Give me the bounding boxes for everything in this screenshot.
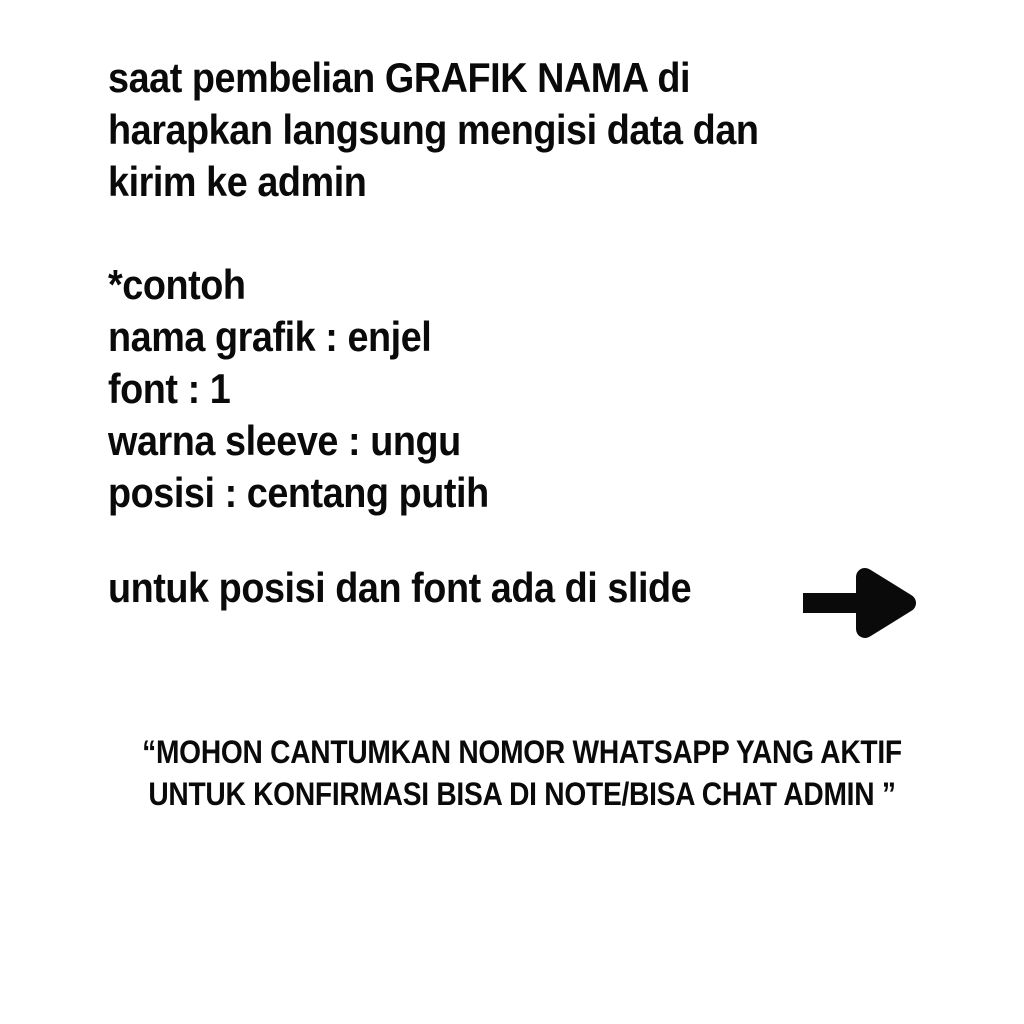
- footer-whatsapp-note: [71, 731, 972, 815]
- example-field-nama-grafik: nama grafik : enjel: [108, 313, 432, 360]
- slide-note-label: untuk posisi dan font ada di slide: [108, 564, 692, 611]
- example-field-warna-sleeve: warna sleeve : ungu: [108, 417, 461, 464]
- intro-line-1: saat pembelian GRAFIK NAMA di: [108, 54, 691, 101]
- slide-note-text: [108, 562, 691, 614]
- example-field-font: font : 1: [108, 365, 231, 412]
- right-arrow-icon: [801, 567, 917, 639]
- intro-line-2: harapkan langsung mengisi data dan: [108, 106, 759, 153]
- footer-line-1: “MOHON CANTUMKAN NOMOR WHATSAPP YANG AKTIF: [142, 734, 902, 770]
- example-field-posisi: posisi : centang putih: [108, 469, 489, 516]
- example-heading: *contoh: [108, 261, 246, 308]
- example-order-text: [108, 259, 489, 519]
- footer-line-2: UNTUK KONFIRMASI BISA DI NOTE/BISA CHAT ADMIN ”: [148, 776, 896, 812]
- intro-text: [108, 52, 759, 208]
- intro-line-3: kirim ke admin: [108, 158, 367, 205]
